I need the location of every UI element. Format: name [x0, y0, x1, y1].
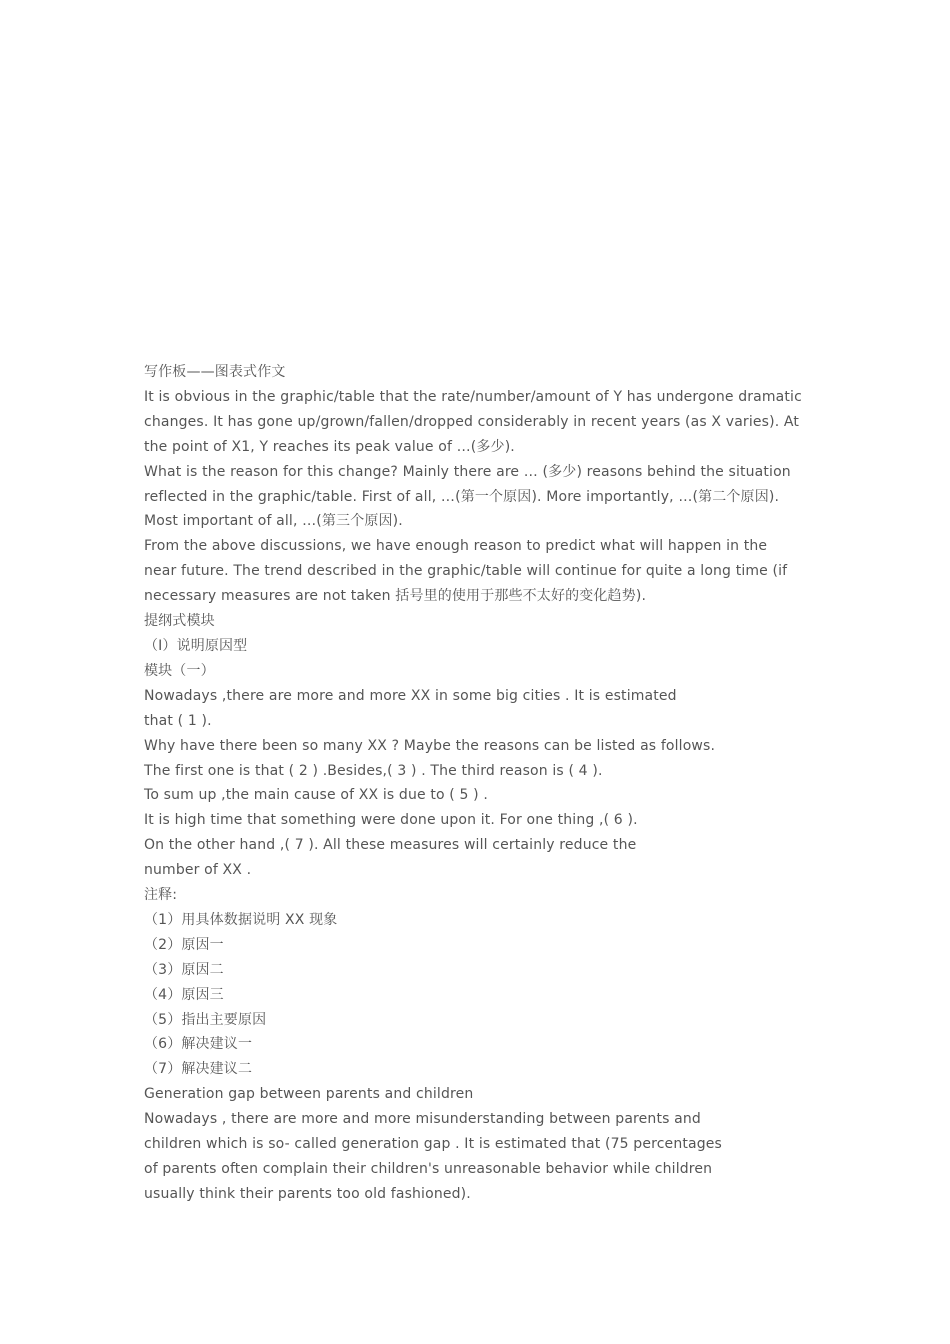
text-line: It is obvious in the graphic/table that the rate/number/amount of Y has undergone dramatic	[144, 388, 802, 405]
text-line: Nowadays ,there are more and more XX in some big cities . It is estimated	[144, 687, 677, 704]
text-line: Most important of all, …(第三个原因).	[144, 513, 403, 530]
note-item: （3）原因二	[144, 961, 224, 978]
text-line: that ( 1 ).	[144, 712, 212, 729]
example-title: Generation gap between parents and children	[144, 1086, 474, 1103]
text-line: near future. The trend described in the graphic/table will continue for quite a long time (if	[144, 563, 788, 580]
notes-list	[144, 908, 810, 1082]
paragraph-chart-description	[144, 385, 810, 460]
note-item: （2）原因一	[144, 936, 224, 953]
text-line: What is the reason for this change? Mainly there are … (多少) reasons behind the situation	[144, 463, 791, 480]
document-body	[144, 360, 810, 1207]
text-line: changes. It has gone up/grown/fallen/dropped considerably in recent years (as X varies). At	[144, 413, 800, 430]
document-heading: 写作板——图表式作文	[144, 364, 286, 380]
text-line: the point of X1, Y reaches its peak value of …(多少).	[144, 438, 515, 455]
text-line: number of XX .	[144, 862, 252, 879]
outline-type: （I）说明原因型	[144, 637, 248, 654]
notes-label: 注释:	[144, 887, 178, 904]
text-line: necessary measures are not taken 括号里的使用于那些不太好的变化趋势).	[144, 588, 647, 605]
note-item: （4）原因三	[144, 986, 224, 1003]
example-paragraph	[144, 1107, 810, 1207]
text-line: Nowadays , there are more and more misunderstanding between parents and	[144, 1111, 701, 1128]
outline-heading: 提纲式模块	[144, 613, 215, 630]
text-line: of parents often complain their children's unreasonable behavior while children	[144, 1161, 713, 1177]
note-item: （7）解决建议二	[144, 1061, 253, 1078]
text-line: reflected in the graphic/table. First of all, …(第一个原因). More importantly, …(第二个原因).	[144, 488, 780, 505]
paragraph-prediction	[144, 534, 810, 609]
template-paragraph	[144, 684, 810, 883]
text-line: It is high time that something were done upon it. For one thing ,( 6 ).	[144, 812, 638, 829]
note-item: （1）用具体数据说明 XX 现象	[144, 911, 338, 928]
note-item: （5）指出主要原因	[144, 1011, 267, 1028]
paragraph-reasons	[144, 460, 810, 535]
note-item: （6）解决建议一	[144, 1036, 253, 1053]
text-line: usually think their parents too old fashioned).	[144, 1185, 471, 1202]
text-line: The first one is that ( 2 ) .Besides,( 3 ) . The third reason is ( 4 ).	[144, 762, 603, 779]
text-line: Why have there been so many XX ? Maybe the reasons can be listed as follows.	[144, 737, 716, 754]
module-title: 模块（一）	[144, 662, 215, 679]
text-line: From the above discussions, we have enough reason to predict what will happen in the	[144, 538, 768, 555]
text-line: On the other hand ,( 7 ). All these measures will certainly reduce the	[144, 837, 637, 854]
text-line: children which is so- called generation gap . It is estimated that (75 percentages	[144, 1136, 722, 1153]
text-line: To sum up ,the main cause of XX is due to ( 5 ) .	[144, 787, 488, 804]
